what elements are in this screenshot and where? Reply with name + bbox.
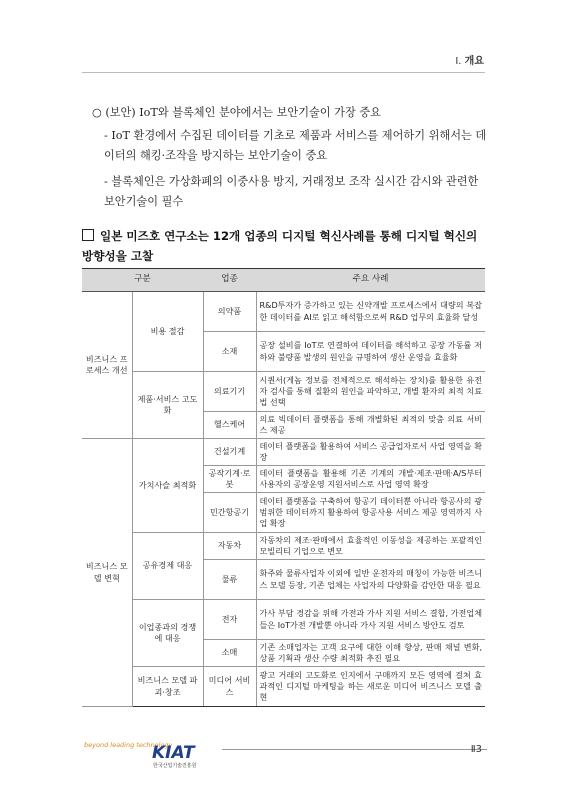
group-process: 비즈니스 프로세스 개선 <box>82 292 132 439</box>
subgroup-competition: 이업종과의 경쟁에 대응 <box>132 600 203 667</box>
case-cell: 화주와 물류사업자 이외에 일반 운전자의 매칭이 가능한 비즈니스 모델 등장, 기존 업체는 사업자의 다양화를 감안한 대응 필요 <box>256 560 485 600</box>
case-cell: 의료 빅데이터 플랫폼을 통해 개별화된 최적의 맞춤 의료 서비스 제공 <box>256 412 485 439</box>
section-heading <box>82 226 490 266</box>
table-row <box>82 533 485 560</box>
kiat-logo <box>82 738 222 770</box>
case-cell: 데이터 플랫폼을 활용해 기존 기계의 개발·제조·판매·A/S부터 사용자의 공장운영 지원서비스로 사업 영역 확장 <box>256 466 485 493</box>
page-number: Ⅱ3 <box>470 744 482 755</box>
subgroup-cost: 비용 절감 <box>132 292 203 372</box>
cases-table <box>82 268 485 707</box>
table-row <box>82 600 485 640</box>
industry-cell: 소재 <box>203 332 256 372</box>
header-divider <box>82 72 485 73</box>
industry-cell: 전자 <box>203 600 256 640</box>
chapter-number: Ⅰ. <box>455 56 465 67</box>
sub-bullet-iot: - IoT 환경에서 수집된 데이터를 기초로 제품과 서비스를 제어하기 위해서는 데이터의 해킹·조작을 방지하는 보안기술이 중요 <box>104 129 487 162</box>
industry-cell: 헬스케어 <box>203 412 256 439</box>
chapter-title: 개요 <box>464 56 484 67</box>
subgroup-product: 제품·서비스 고도화 <box>132 372 203 439</box>
case-cell: 기존 소매업자는 고객 요구에 대한 이해 향상, 판매 채널 변화, 상품 기획과 생산 수량 최적화 추진 필요 <box>256 640 485 667</box>
logo-subtitle: 한국산업기술진흥원 <box>153 763 197 769</box>
checkbox-square-icon <box>82 229 94 241</box>
industry-cell: 의약품 <box>203 292 256 332</box>
subgroup-disruption: 비즈니스 모델 파괴·창조 <box>132 667 203 707</box>
logo-tagline: beyond leading technology <box>84 741 173 749</box>
subgroup-value-chain: 가치사슬 최적화 <box>132 439 203 533</box>
chapter-header <box>455 52 484 67</box>
subgroup-sharing: 공유경제 대응 <box>132 533 203 600</box>
case-cell: 가사 부담 경감을 위해 가전과 가사 지원 서비스 결합, 가전업체들은 IoT가전 개발뿐 아니라 가사 지원 서비스 방안도 검토 <box>256 600 485 640</box>
industry-cell: 물류 <box>203 560 256 600</box>
sub-bullet-blockchain: - 블록체인은 가상화폐의 이중사용 방지, 거래정보 조작 실시간 감시와 관련한 보안기술이 필수 <box>104 175 479 208</box>
bullet-security: ○ (보안) IoT와 블록체인 분야에서는 보안기술이 가장 중요 <box>92 106 381 119</box>
industry-cell: 민간항공기 <box>203 493 256 533</box>
header-industry: 업종 <box>203 269 256 292</box>
industry-cell: 미디어 서비스 <box>203 667 256 707</box>
industry-cell: 건설기계 <box>203 439 256 466</box>
table-row <box>82 439 485 466</box>
industry-cell: 의료기기 <box>203 372 256 412</box>
case-cell: 데이터 플랫폼을 활용하여 서비스 공급업자로서 사업 영역을 확장 <box>256 439 485 466</box>
industry-cell: 공작기계·로봇 <box>203 466 256 493</box>
table-row <box>82 372 485 412</box>
case-cell: 광고 거래의 고도화로 인지에서 구매까지 모든 영역에 걸쳐 효과적인 디지털 마케팅을 하는 새로운 미디어 비즈니스 모델 출현 <box>256 667 485 707</box>
section-title: 일본 미즈호 연구소는 12개 업종의 디지털 혁신사례를 통해 디지털 혁신의 방향성을 고찰 <box>82 229 478 263</box>
case-cell: 시퀀서(게놈 정보를 전체적으로 해석하는 장치)를 활용한 유전자 검사를 통해 질환의 원인을 파악하고, 개별 환자의 최적 치료법 선택 <box>256 372 485 412</box>
table-header-row <box>82 269 485 292</box>
industry-cell: 자동차 <box>203 533 256 560</box>
case-cell: 공장 설비를 IoT로 연결하여 데이터를 해석하고 공장 가동률 저하와 불량품 발생의 원인을 규명하여 생산 운영을 효율화 <box>256 332 485 372</box>
case-cell: 데이터 플랫폼을 구축하여 항공기 데이터뿐 아니라 항공사의 광범위한 데이터까지 활용하여 항공사용 서비스 제공 영역까지 사업 확장 <box>256 493 485 533</box>
header-category: 구분 <box>82 269 203 292</box>
table-row <box>82 667 485 707</box>
table-row <box>82 292 485 332</box>
case-cell: 자동차의 제조·판매에서 효율적인 이동성을 제공하는 포괄적인 모빌리티 기업으로 변모 <box>256 533 485 560</box>
industry-cell: 소매 <box>203 640 256 667</box>
logo-wordmark: KIAT <box>152 743 195 763</box>
header-cases: 주요 사례 <box>256 269 485 292</box>
group-model: 비즈니스 모델 변혁 <box>82 439 132 707</box>
case-cell: R&D투자가 증가하고 있는 신약개발 프로세스에서 대량의 복잡한 데이터를 AI로 읽고 해석함으로써 R&D 업무의 효율화 달성 <box>256 292 485 332</box>
